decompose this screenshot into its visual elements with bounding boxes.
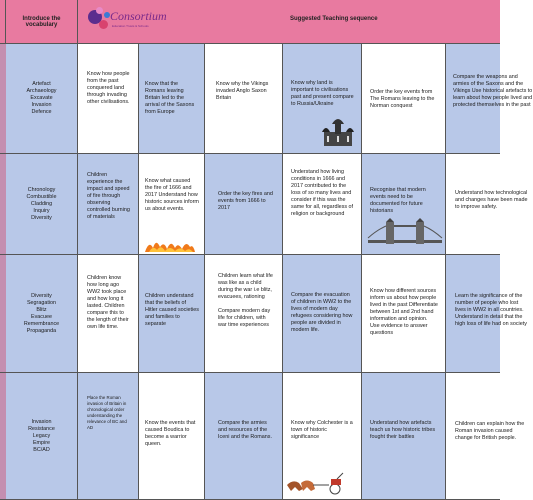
sequence-cell [362, 154, 446, 255]
cell-text: Know the events that caused Boudica to become a warrior queen. [145, 420, 196, 447]
sequence-cell [205, 255, 283, 373]
sequence-cell [139, 255, 205, 373]
sequence-cell [139, 154, 205, 255]
sequence-header-text: Suggested Teaching sequence [290, 16, 378, 22]
cell-text: Place the Roman invasion of Britain in chronological order understanding the relevance of BC and AD [87, 395, 127, 430]
cell-text: Children understand that the beliefs of Hitler caused societies and families to separate [145, 293, 199, 327]
cell-text: Children know how long ago WW2 took place and how long it lasted. Children compare this to the length of their own life time. [87, 275, 129, 330]
sequence-cell [283, 154, 362, 255]
cell-text: Children experience the impact and speed of fire through observing controlled burning of materials [87, 172, 130, 220]
vocab-cell: Chronology Combustible Cladding Inquiry Diversity [6, 154, 78, 255]
cell-text: Understand how living conditions in 1666 and 2017 contributed to the loss of so many lives and consider if this was the same for all, regardless of religion or background [291, 169, 354, 217]
cell-text: Compare the evacuation of children in WW2 to the lives of modern day refugees considering how people are divided in modern life. [291, 292, 353, 333]
vocab-header-text: Introduce the vocabulary [22, 15, 61, 28]
vocab-column-header [6, 0, 78, 44]
cell-text: Compare the weapons and armies of the Saxons and the Vikings Use historical artefacts to learn about how people lived and protected themselves in the past [453, 74, 533, 108]
logo-wordmark: Consortium [110, 9, 167, 23]
cell-text: Order the key events from The Romans leaving to the Norman conquest [370, 89, 435, 109]
cell-text: Understand how technological and changes have been made to improve safety. [455, 190, 528, 210]
sequence-cell [78, 255, 139, 373]
sequence-cell [283, 255, 362, 373]
chariot-illustration [285, 473, 355, 495]
cell-text: Recognise that modern events need to be documented for future historians [370, 187, 426, 214]
sequence-cell [362, 373, 446, 500]
cell-text: Know why Colchester is a town of historic significance [291, 420, 353, 440]
sequence-cell [446, 44, 533, 154]
logo-tagline: Education Trusts & Schools [112, 24, 149, 28]
cell-text: Know that the Romans leaving Britain led to the arrival of the Saxons from Europe [145, 81, 195, 115]
cell-text: Compare the armies and resources of the Iceni and the Romans. [218, 420, 272, 440]
sequence-cell [78, 44, 139, 154]
cell-text: Know what caused the fire of 1666 and 2017 Understand how historic sources inform us about events. [145, 178, 199, 212]
cell-text: Children learn what life was like as a child during the war i.e blitz, evacuees, rationing Compare modern day life for children, with war time experiences [218, 273, 273, 328]
sequence-cell [446, 255, 527, 373]
vocab-cell: Diversity Segragation Blitz Evacuee Remembrance Propaganda [6, 255, 78, 373]
logo-bubble-2 [99, 20, 108, 29]
cell-text: Know how different sources inform us about how people lived in the past Differentiate between 1st and 2nd hand information and opinion. Use evidence to answer questions [370, 288, 438, 336]
sequence-cell [446, 373, 525, 500]
sequence-cell [205, 373, 283, 500]
sequence-cell [139, 44, 205, 154]
sequence-cell [283, 373, 362, 500]
vocab-cell: Invasion Resistance Legacy Empire BC/AD [6, 373, 78, 500]
vocab-cell: Artefact Archaeology Excavate Invasion Defence [6, 44, 78, 154]
fire-illustration [145, 238, 195, 252]
sequence-cell [78, 154, 139, 255]
kremlin-illustration [318, 116, 358, 148]
sequence-cell [283, 44, 362, 154]
sequence-cell [139, 373, 205, 500]
cell-text: Understand how artefacts teach us how historic tribes fought their battles [370, 420, 436, 440]
cell-text: Know how people from the past conquered land through invading other civilisations. [87, 71, 130, 105]
cell-text: Learn the significance of the number of people who lost lives in WW2 in all countries. Understand in detail that the high loss of life had on society [455, 293, 527, 327]
cell-text: Know why the Vikings invaded Anglo Saxon Britain [216, 81, 269, 101]
logo-bubble-3 [96, 7, 103, 14]
sequence-cell [78, 373, 139, 500]
tower-bridge-illustration [368, 218, 442, 248]
sequence-cell [362, 255, 446, 373]
sequence-cell [205, 154, 283, 255]
sequence-cell [446, 154, 528, 255]
cell-text: Children can explain how the Roman invasion caused change for British people. [455, 421, 525, 441]
sequence-cell [205, 44, 283, 154]
cell-text: Know why land is important to civilisations past and present compare to Russia/Ukraine [291, 80, 354, 107]
sequence-cell [362, 44, 446, 154]
cell-text: Order the key fires and events from 1666 to 2017 [218, 191, 273, 211]
